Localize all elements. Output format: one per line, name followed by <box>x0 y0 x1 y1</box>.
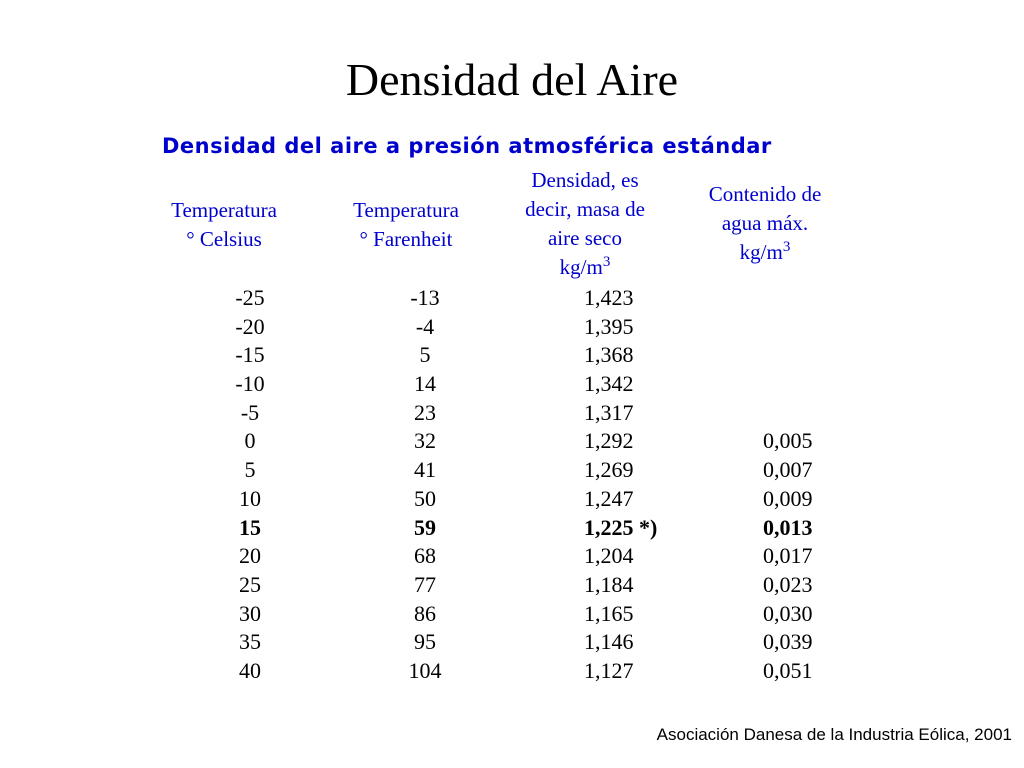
cell-celsius: 20 <box>239 543 261 569</box>
cell-fahrenheit: 5 <box>419 342 431 368</box>
cell-celsius: 35 <box>239 629 261 655</box>
cell-celsius: 30 <box>239 600 261 626</box>
table-row <box>0 600 1024 629</box>
cell-fahrenheit: 41 <box>414 457 436 483</box>
unit-superscript: 3 <box>782 239 791 255</box>
column-header-celsius <box>144 196 304 254</box>
cell-fahrenheit: -4 <box>415 313 435 339</box>
cell-fahrenheit: -13 <box>410 285 440 310</box>
table-row <box>0 427 1024 456</box>
cell-densidad: 1,247 <box>584 485 634 511</box>
cell-agua: 0,051 <box>763 657 813 683</box>
column-header-line: decir, masa de <box>525 197 645 221</box>
column-header-line: Densidad, es <box>531 168 639 192</box>
cell-celsius: -5 <box>240 399 260 425</box>
cell-agua: 0,013 <box>763 514 813 540</box>
cell-agua: 0,007 <box>763 457 813 483</box>
cell-densidad: 1,368 <box>584 342 634 368</box>
cell-agua: 0,023 <box>763 571 813 597</box>
source-citation: Asociación Danesa de la Industria Eólica, 2001 <box>656 725 1012 744</box>
cell-celsius: 10 <box>239 485 261 511</box>
cell-celsius: -10 <box>235 371 265 397</box>
cell-densidad: 1,204 <box>584 543 634 569</box>
cell-fahrenheit: 95 <box>414 629 436 655</box>
table-row <box>0 514 1024 543</box>
cell-fahrenheit: 59 <box>414 514 436 540</box>
column-header-densidad <box>500 166 670 282</box>
cell-fahrenheit: 68 <box>414 543 436 569</box>
cell-agua: 0,030 <box>763 600 813 626</box>
column-header-line: Contenido de <box>708 182 822 206</box>
cell-densidad: 1,146 <box>584 629 634 655</box>
column-header-fahrenheit <box>326 196 486 254</box>
cell-fahrenheit: 50 <box>414 485 436 511</box>
cell-densidad: 1,342 <box>584 371 634 397</box>
column-header-unit <box>500 253 670 282</box>
cell-densidad: 1,165 <box>584 600 634 626</box>
cell-celsius: -15 <box>235 342 265 368</box>
cell-fahrenheit: 23 <box>414 399 436 425</box>
table-row <box>0 485 1024 514</box>
unit-text: kg/m <box>559 255 603 279</box>
column-header-line: ° Celsius <box>186 227 262 251</box>
cell-densidad: 1,225 *) <box>584 514 658 540</box>
cell-agua: 0,005 <box>763 428 813 454</box>
cell-densidad: 1,317 <box>584 399 634 425</box>
cell-densidad: 1,184 <box>584 571 634 597</box>
cell-densidad: 1,292 <box>584 428 634 454</box>
cell-celsius: 5 <box>244 457 256 483</box>
cell-densidad: 1,423 <box>584 285 634 310</box>
table-row <box>0 341 1024 370</box>
cell-celsius: -20 <box>235 313 265 339</box>
column-header-agua <box>680 180 850 267</box>
cell-celsius: 0 <box>244 428 256 454</box>
table-row <box>0 370 1024 399</box>
table-heading: Densidad del aire a presión atmosférica estándar <box>162 134 772 158</box>
data-table-body <box>0 284 1024 686</box>
cell-fahrenheit: 104 <box>408 657 442 683</box>
table-row <box>0 628 1024 657</box>
cell-agua: 0,017 <box>763 543 813 569</box>
cell-densidad: 1,269 <box>584 457 634 483</box>
table-row <box>0 313 1024 342</box>
cell-agua: 0,009 <box>763 485 813 511</box>
cell-fahrenheit: 86 <box>414 600 436 626</box>
table-row <box>0 399 1024 428</box>
cell-fahrenheit: 32 <box>414 428 436 454</box>
column-header-line: aire seco <box>547 226 623 250</box>
column-header-unit <box>680 238 850 267</box>
table-row <box>0 571 1024 600</box>
column-header-line: agua máx. <box>721 211 809 235</box>
cell-celsius: 15 <box>239 514 261 540</box>
cell-densidad: 1,395 <box>584 313 634 339</box>
column-header-line: ° Farenheit <box>359 227 453 251</box>
table-row <box>0 284 1024 313</box>
column-header-line: Temperatura <box>353 198 459 222</box>
cell-densidad: 1,127 <box>584 657 634 683</box>
table-row <box>0 456 1024 485</box>
cell-agua: 0,039 <box>763 629 813 655</box>
unit-text: kg/m <box>739 240 783 264</box>
cell-celsius: 40 <box>239 657 261 683</box>
slide-title: Densidad del Aire <box>345 54 679 105</box>
cell-celsius: -25 <box>235 285 265 310</box>
table-row <box>0 542 1024 571</box>
column-header-line: Temperatura <box>171 198 277 222</box>
cell-celsius: 25 <box>239 571 261 597</box>
table-row <box>0 657 1024 686</box>
cell-fahrenheit: 77 <box>414 571 436 597</box>
unit-superscript: 3 <box>602 254 611 270</box>
cell-fahrenheit: 14 <box>414 371 436 397</box>
